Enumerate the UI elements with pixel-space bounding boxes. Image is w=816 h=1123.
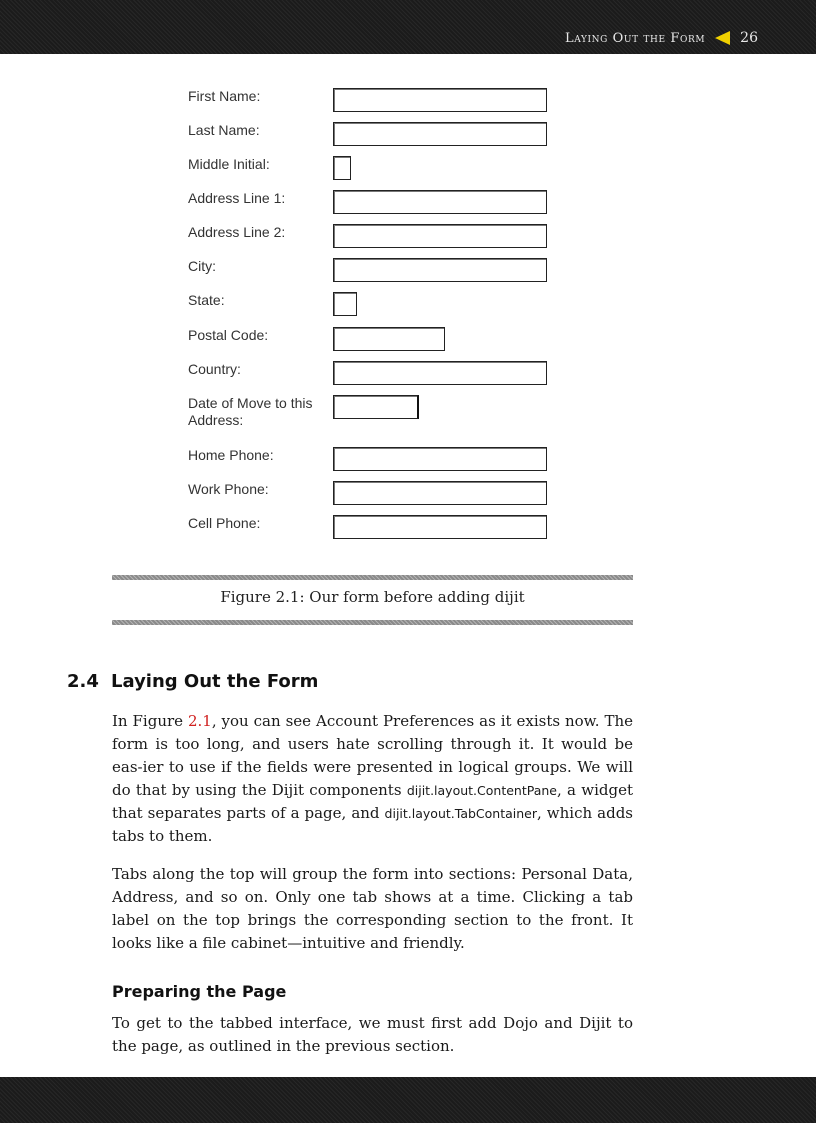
figure-caption: Figure 2.1: Our form before adding dijit [220, 588, 525, 606]
paragraph-tabs: Tabs along the top will group the form into sections: Personal Data, Address, and so on. Only one tab shows at a time. Clicking a tab label on the top brings the corresponding section to the front. It looks like a file cabinet—intuitive and friendly. [112, 865, 633, 952]
form-row-country [188, 361, 588, 387]
running-header-title: Laying Out the Form [564, 30, 706, 46]
postal-code-label: Postal Code: [188, 327, 269, 343]
work-phone-input[interactable] [333, 481, 547, 505]
form-row-middle-initial [188, 156, 588, 182]
figure-reference-link[interactable]: 2.1 [187, 712, 212, 730]
form-row-city [188, 258, 588, 284]
paragraph-text: , you can see Account Preferences as it exists now. The form is too long, and users hate scrolling through it. It would be eas-ier to use if the fields were presented in logical groups. We will do that by using the Dijit components [112, 712, 633, 799]
city-input[interactable] [333, 258, 547, 282]
running-header [565, 30, 758, 46]
last-name-label: Last Name: [188, 122, 260, 138]
cell-phone-label: Cell Phone: [188, 515, 261, 531]
home-phone-input[interactable] [333, 447, 547, 471]
section-number: 2.4 [67, 671, 99, 692]
code-tab-container: dijit.layout.TabContainer [384, 806, 537, 821]
paragraph-text: , which adds tabs to them. [112, 804, 633, 845]
date-of-move-label: Date of Move to this Address: [188, 395, 313, 428]
address-line-2-input[interactable] [333, 224, 547, 248]
code-content-pane: dijit.layout.ContentPane [406, 783, 557, 798]
page-number: 26 [740, 30, 758, 46]
form-row-address-line-1 [188, 190, 588, 216]
country-label: Country: [188, 361, 241, 377]
first-name-label: First Name: [188, 88, 261, 104]
left-triangle-icon[interactable] [715, 31, 730, 45]
form-row-work-phone [188, 481, 588, 507]
address-line-1-input[interactable] [333, 190, 547, 214]
city-label: City: [188, 258, 216, 274]
form-row-address-line-2 [188, 224, 588, 250]
state-label: State: [188, 292, 225, 308]
figure-bottom-rule [112, 620, 633, 625]
subsection-heading: Preparing the Page [112, 982, 287, 1001]
section-title: Laying Out the Form [111, 671, 319, 692]
paragraph-intro [112, 710, 633, 848]
address-line-1-label: Address Line 1: [188, 190, 286, 206]
form-row-first-name [188, 88, 588, 114]
cell-phone-input[interactable] [333, 515, 547, 539]
page-header-band [0, 0, 816, 54]
middle-initial-input[interactable] [333, 156, 351, 180]
form-row-home-phone [188, 447, 588, 473]
date-of-move-input[interactable] [333, 395, 419, 419]
state-input[interactable] [333, 292, 357, 316]
country-input[interactable] [333, 361, 547, 385]
paragraph-text: , a widget that separates parts of a page, and [112, 781, 633, 822]
form-row-date-of-move [188, 395, 588, 435]
home-phone-label: Home Phone: [188, 447, 274, 463]
last-name-input[interactable] [333, 122, 547, 146]
work-phone-label: Work Phone: [188, 481, 269, 497]
figure-top-rule [112, 575, 633, 580]
form-row-cell-phone [188, 515, 588, 541]
first-name-input[interactable] [333, 88, 547, 112]
form-row-postal-code [188, 327, 588, 353]
postal-code-input[interactable] [333, 327, 445, 351]
paragraph-preparing: To get to the tabbed interface, we must first add Dojo and Dijit to the page, as outlined in the previous section. [112, 1014, 633, 1055]
middle-initial-label: Middle Initial: [188, 156, 270, 172]
paragraph-text: In Figure [112, 712, 188, 730]
address-line-2-label: Address Line 2: [188, 224, 286, 240]
section-heading [67, 671, 318, 692]
form-row-state [188, 292, 588, 318]
form-row-last-name [188, 122, 588, 148]
page-footer-band [0, 1077, 816, 1123]
